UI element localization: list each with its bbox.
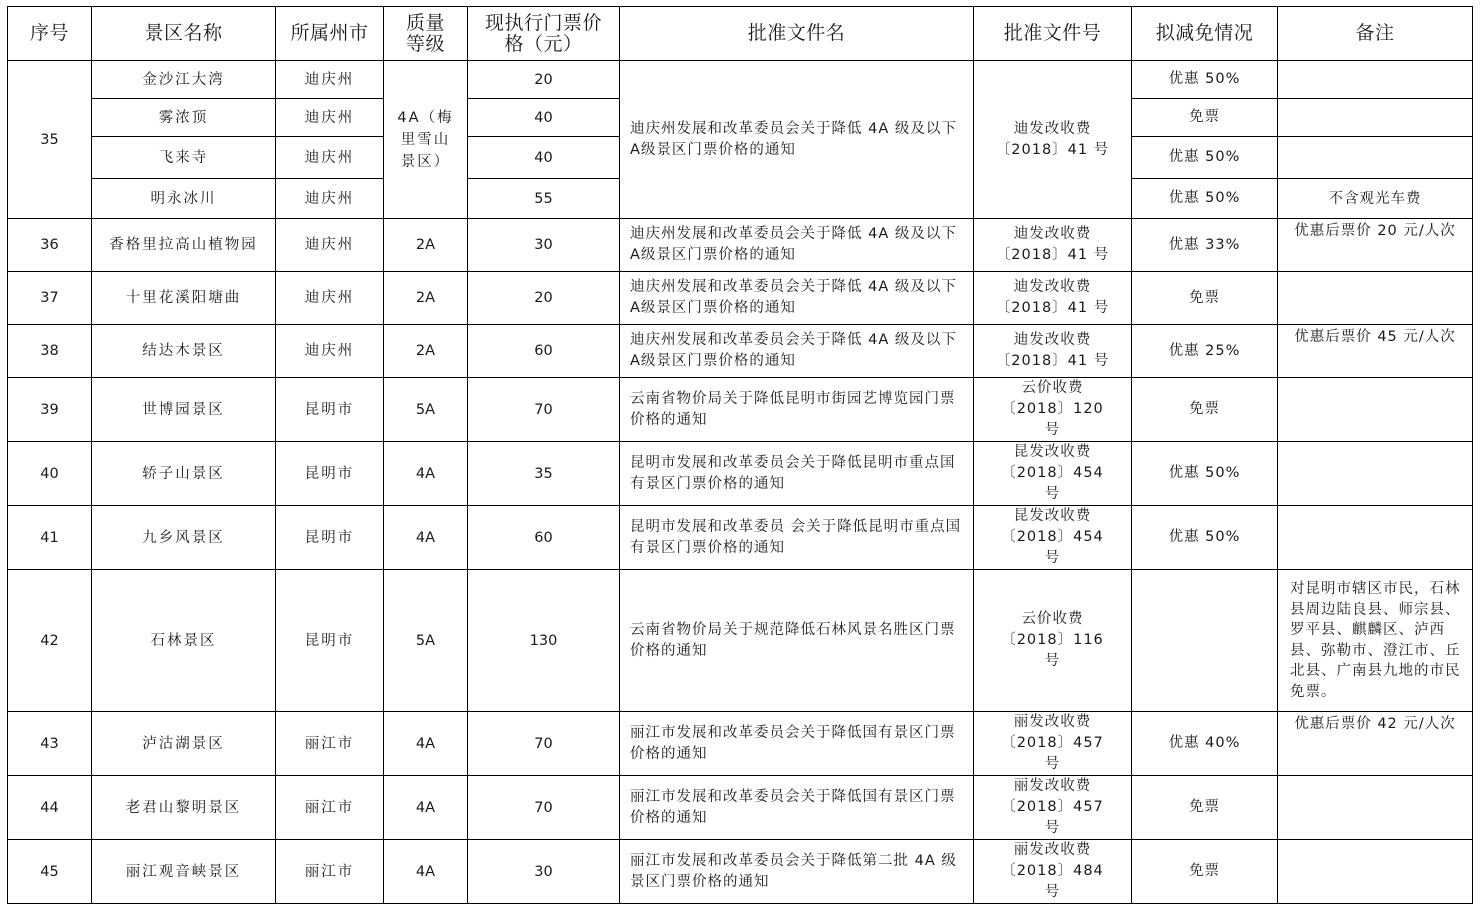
doc-name-cell: 丽江市发展和改革委员会关于降低第二批 4A 级景区门票价格的通知 <box>620 840 974 904</box>
note-cell <box>1278 378 1473 442</box>
note-cell: 优惠后票价 20 元/人次 <box>1278 219 1473 272</box>
price-cell: 20 <box>468 272 620 325</box>
scenic-name-cell: 金沙江大湾 <box>92 61 276 99</box>
note-cell: 优惠后票价 42 元/人次 <box>1278 712 1473 776</box>
seq-cell: 44 <box>8 776 92 840</box>
table-row <box>8 712 1473 776</box>
grade-cell: 2A <box>384 325 468 378</box>
grade-cell: 4A（梅里雪山景区） <box>384 61 468 219</box>
doc-name-cell: 云南省物价局关于规范降低石林风景名胜区门票价格的通知 <box>620 570 974 712</box>
note-cell <box>1278 442 1473 506</box>
discount-cell: 优惠 50% <box>1132 137 1278 179</box>
doc-no-cell: 丽发改收费〔2018〕457 号 <box>974 776 1132 840</box>
seq-cell: 37 <box>8 272 92 325</box>
city-cell: 丽江市 <box>276 776 384 840</box>
city-cell: 昆明市 <box>276 442 384 506</box>
table-row <box>8 776 1473 840</box>
price-cell: 130 <box>468 570 620 712</box>
city-cell: 丽江市 <box>276 840 384 904</box>
doc-no-cell: 昆发改收费〔2018〕454 号 <box>974 506 1132 570</box>
price-cell: 30 <box>468 840 620 904</box>
table-row <box>8 272 1473 325</box>
scenic-name-cell: 九乡风景区 <box>92 506 276 570</box>
grade-cell: 2A <box>384 272 468 325</box>
scenic-name-cell: 雾浓顶 <box>92 99 276 137</box>
table-row <box>8 325 1473 378</box>
city-cell: 昆明市 <box>276 570 384 712</box>
note-cell <box>1278 99 1473 137</box>
city-cell: 迪庆州 <box>276 219 384 272</box>
seq-cell: 43 <box>8 712 92 776</box>
discount-cell: 免票 <box>1132 272 1278 325</box>
price-cell: 20 <box>468 61 620 99</box>
doc-name-cell: 昆明市发展和改革委员 会关于降低昆明市重点国有景区门票价格的通知 <box>620 506 974 570</box>
header-price: 现执行门票价格（元） <box>468 7 620 61</box>
scenic-name-cell: 飞来寺 <box>92 137 276 179</box>
table-row <box>8 219 1473 272</box>
doc-name-cell: 迪庆州发展和改革委员会关于降低 4A 级及以下 A级景区门票价格的通知 <box>620 325 974 378</box>
city-cell: 迪庆州 <box>276 99 384 137</box>
header-note: 备注 <box>1278 7 1473 61</box>
price-cell: 70 <box>468 776 620 840</box>
scenic-ticket-price-table <box>7 6 1473 904</box>
doc-no-cell: 迪发改收费〔2018〕41 号 <box>974 219 1132 272</box>
note-cell: 不含观光车费 <box>1278 179 1473 219</box>
price-cell: 40 <box>468 137 620 179</box>
note-cell <box>1278 137 1473 179</box>
price-cell: 70 <box>468 378 620 442</box>
price-cell: 40 <box>468 99 620 137</box>
discount-cell: 免票 <box>1132 99 1278 137</box>
price-cell: 55 <box>468 179 620 219</box>
header-grade: 质量等级 <box>384 7 468 61</box>
header-seq: 序号 <box>8 7 92 61</box>
scenic-name-cell: 石林景区 <box>92 570 276 712</box>
header-discount: 拟减免情况 <box>1132 7 1278 61</box>
scenic-name-cell: 十里花溪阳塘曲 <box>92 272 276 325</box>
note-cell <box>1278 61 1473 99</box>
table-row <box>8 570 1473 712</box>
doc-name-cell: 昆明市发展和改革委员会关于降低昆明市重点国有景区门票价格的通知 <box>620 442 974 506</box>
seq-cell: 40 <box>8 442 92 506</box>
header-doc-no: 批准文件号 <box>974 7 1132 61</box>
seq-cell: 42 <box>8 570 92 712</box>
doc-no-cell: 昆发改收费〔2018〕454 号 <box>974 442 1132 506</box>
scenic-name-cell: 轿子山景区 <box>92 442 276 506</box>
doc-name-cell: 丽江市发展和改革委员会关于降低国有景区门票价格的通知 <box>620 776 974 840</box>
scenic-name-cell: 老君山黎明景区 <box>92 776 276 840</box>
seq-cell: 35 <box>8 61 92 219</box>
doc-name-cell: 云南省物价局关于降低昆明市街园艺博览园门票价格的通知 <box>620 378 974 442</box>
city-cell: 昆明市 <box>276 378 384 442</box>
table-row <box>8 61 1473 99</box>
header-city: 所属州市 <box>276 7 384 61</box>
grade-cell: 4A <box>384 776 468 840</box>
grade-cell: 5A <box>384 570 468 712</box>
doc-no-cell: 迪发改收费〔2018〕41 号 <box>974 61 1132 219</box>
note-cell: 优惠后票价 45 元/人次 <box>1278 325 1473 378</box>
city-cell: 迪庆州 <box>276 61 384 99</box>
city-cell: 昆明市 <box>276 506 384 570</box>
discount-cell: 免票 <box>1132 776 1278 840</box>
doc-name-cell: 迪庆州发展和改革委员会关于降低 4A 级及以下 A级景区门票价格的通知 <box>620 272 974 325</box>
header-name: 景区名称 <box>92 7 276 61</box>
scenic-name-cell: 明永冰川 <box>92 179 276 219</box>
discount-cell: 免票 <box>1132 378 1278 442</box>
table-body <box>8 61 1473 904</box>
scenic-name-cell: 丽江观音峡景区 <box>92 840 276 904</box>
table-row <box>8 442 1473 506</box>
seq-cell: 45 <box>8 840 92 904</box>
discount-cell: 优惠 50% <box>1132 442 1278 506</box>
scenic-name-cell: 结达木景区 <box>92 325 276 378</box>
note-cell <box>1278 776 1473 840</box>
scenic-name-cell: 泸沽湖景区 <box>92 712 276 776</box>
discount-cell: 优惠 50% <box>1132 61 1278 99</box>
scenic-name-cell: 香格里拉高山植物园 <box>92 219 276 272</box>
grade-cell: 4A <box>384 840 468 904</box>
price-cell: 35 <box>468 442 620 506</box>
doc-no-cell: 丽发改收费〔2018〕457 号 <box>974 712 1132 776</box>
city-cell: 迪庆州 <box>276 179 384 219</box>
city-cell: 迪庆州 <box>276 137 384 179</box>
note-cell <box>1278 506 1473 570</box>
discount-cell: 优惠 33% <box>1132 219 1278 272</box>
seq-cell: 39 <box>8 378 92 442</box>
table-row <box>8 378 1473 442</box>
doc-no-cell: 云价收费〔2018〕116 号 <box>974 570 1132 712</box>
grade-cell: 5A <box>384 378 468 442</box>
seq-cell: 41 <box>8 506 92 570</box>
city-cell: 迪庆州 <box>276 325 384 378</box>
city-cell: 丽江市 <box>276 712 384 776</box>
discount-cell: 优惠 40% <box>1132 712 1278 776</box>
price-cell: 70 <box>468 712 620 776</box>
doc-no-cell: 迪发改收费〔2018〕41 号 <box>974 272 1132 325</box>
doc-no-cell: 丽发改收费〔2018〕484 号 <box>974 840 1132 904</box>
discount-cell: 优惠 50% <box>1132 506 1278 570</box>
header-row <box>8 7 1473 61</box>
price-cell: 60 <box>468 325 620 378</box>
table-row <box>8 506 1473 570</box>
grade-cell: 4A <box>384 506 468 570</box>
header-doc-name: 批准文件名 <box>620 7 974 61</box>
note-cell <box>1278 840 1473 904</box>
note-cell <box>1278 272 1473 325</box>
note-cell: 对昆明市辖区市民，石林县周边陆良县、师宗县、罗平县、麒麟区、泸西县、弥勒市、澄江市、丘北县、广南县九地的市民免票。 <box>1278 570 1473 712</box>
doc-no-cell: 迪发改收费〔2018〕41 号 <box>974 325 1132 378</box>
discount-cell: 免票 <box>1132 840 1278 904</box>
price-cell: 30 <box>468 219 620 272</box>
grade-cell: 2A <box>384 219 468 272</box>
table-row <box>8 840 1473 904</box>
grade-cell: 4A <box>384 712 468 776</box>
doc-name-cell: 迪庆州发展和改革委员会关于降低 4A 级及以下 A级景区门票价格的通知 <box>620 61 974 219</box>
seq-cell: 38 <box>8 325 92 378</box>
discount-cell: 优惠 50% <box>1132 179 1278 219</box>
grade-cell: 4A <box>384 442 468 506</box>
doc-name-cell: 丽江市发展和改革委员会关于降低国有景区门票价格的通知 <box>620 712 974 776</box>
scenic-name-cell: 世博园景区 <box>92 378 276 442</box>
city-cell: 迪庆州 <box>276 272 384 325</box>
discount-cell <box>1132 570 1278 712</box>
discount-cell: 优惠 25% <box>1132 325 1278 378</box>
doc-no-cell: 云价收费〔2018〕120 号 <box>974 378 1132 442</box>
seq-cell: 36 <box>8 219 92 272</box>
price-cell: 60 <box>468 506 620 570</box>
doc-name-cell: 迪庆州发展和改革委员会关于降低 4A 级及以下 A级景区门票价格的通知 <box>620 219 974 272</box>
